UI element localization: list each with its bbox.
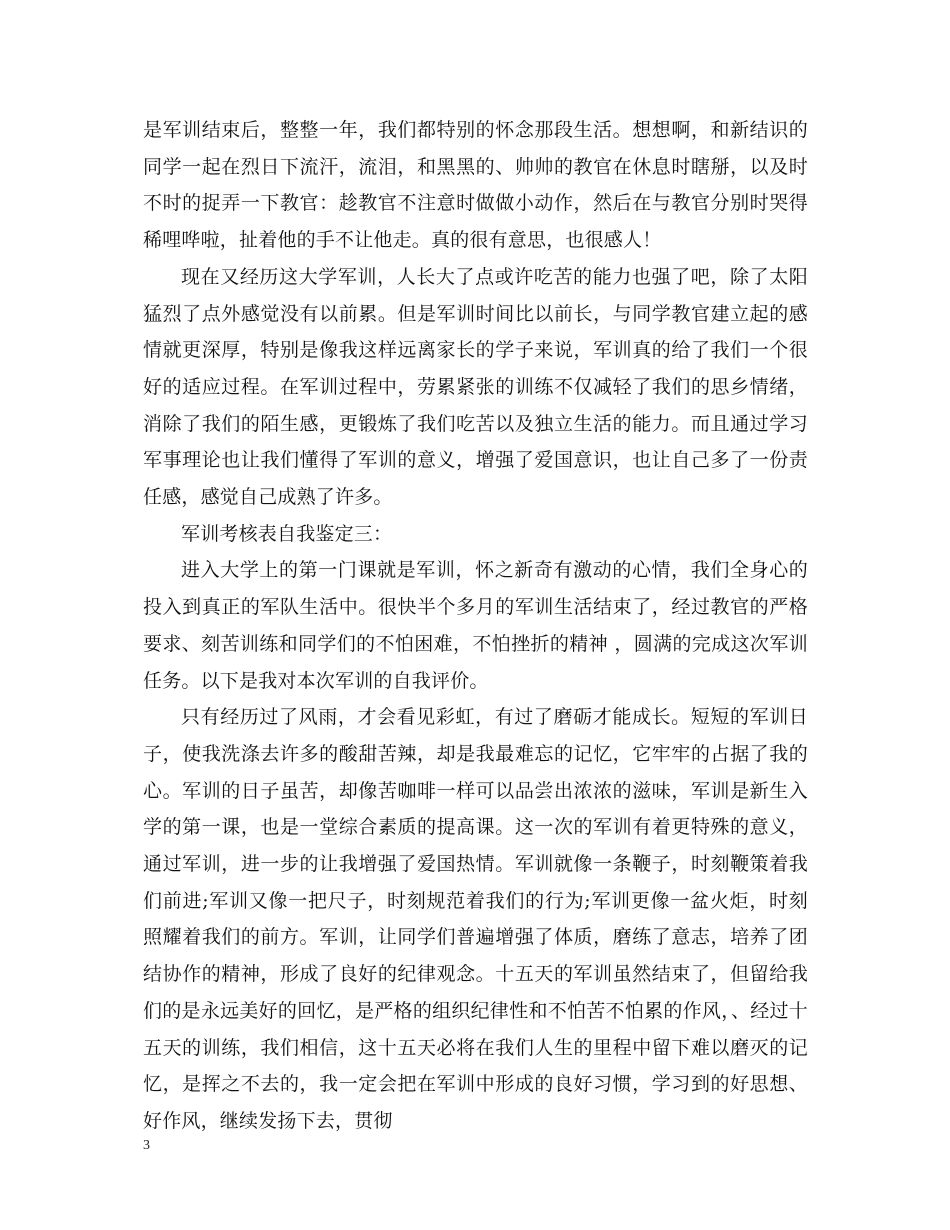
section-heading: 军训考核表自我鉴定三：	[181, 522, 393, 545]
paragraph-evaluation: 只有经历过了风雨，才会看见彩虹，有过了磨砺才能成长。短短的军训日子，使我洗涤去许多的酸甜苦辣，却是我最难忘的记忆，它牢牢的占据了我的心。军训的日子虽苦，却像苦咖啡一样可以品尝出浓浓的滋味，军训是新生入学的第一课，也是一堂综合素质的提高课。这一次的军训有着更特殊的意义，通过军训，进一步的让我增强了爱国热情。军训就像一条鞭子，时刻鞭策着我们前进;军训又像一把尺子，时刻规范着我们的行为;军训更像一盆火炬，时刻照耀着我们的前方。军训，让同学们普遍增强了体质，磨练了意志，培养了团结协作的精神，形成了良好的纪律观念。十五天的军训虽然结束了，但留给我们的是永远美好的回忆，是严格的组织纪律性和不怕苦不怕累的作风，、经过十五天的训练，我们相信，这十五天必将在我们人生的里程中留下难以磨灭的记忆，是挥之不去的，我一定会把在军训中形成的良好习惯，学习到的好思想、好作风，继续发扬下去，贯彻	[143, 706, 808, 1132]
paragraph-intro: 进入大学上的第一门课就是军训，怀之新奇有激动的心情，我们全身心的投入到真正的军队生活中。很快半个多月的军训生活结束了，经过教官的严格要求、刻苦训练和同学们的不怕困难，不怕挫折的精神 ，圆满的完成这次军训任务。以下是我对本次军训的自我评价。	[143, 559, 808, 692]
paragraph-continued: 是军训结束后，整整一年，我们都特别的怀念那段生活。想想啊，和新结识的同学一起在烈日下流汗，流泪，和黑黑的、帅帅的教官在休息时瞎掰，以及时不时的捉弄一下教官：趁教官不注意时做做小动作，然后在与教官分别时哭得稀哩哗啦，扯着他的手不让他走。真的很有意思，也很感人！	[143, 119, 808, 252]
paragraph-reflection: 现在又经历这大学军训，人长大了点或许吃苦的能力也强了吧，除了太阳猛烈了点外感觉没有以前累。但是军训时间比以前长，与同学教官建立起的感情就更深厚，特别是像我这样远离家长的学子来说，军训真的给了我们一个很好的适应过程。在军训过程中，劳累紧张的训练不仅减轻了我们的思乡情绪，消除了我们的陌生感，更锻炼了我们吃苦以及独立生活的能力。而且通过学习军事理论也让我们懂得了军训的意义，增强了爱国意识，也让自己多了一份责任感，感觉自己成熟了许多。	[143, 265, 808, 509]
document-body	[143, 112, 808, 1140]
page-number: 3	[143, 1138, 150, 1153]
